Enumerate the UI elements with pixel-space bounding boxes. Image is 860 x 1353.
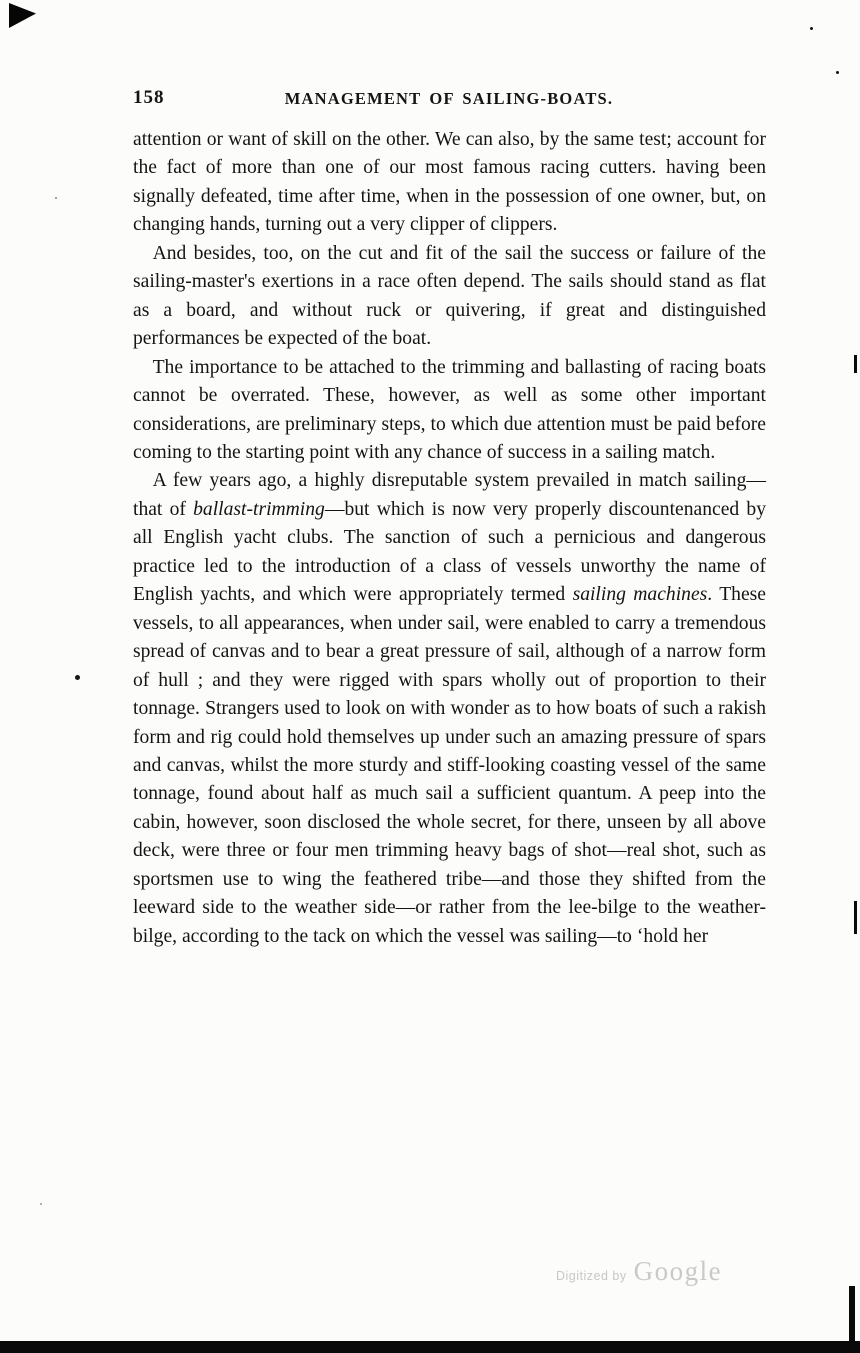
- google-logo: Google: [633, 1256, 723, 1286]
- paragraph: [133, 467, 766, 951]
- text-segment: The importance to be attached to the trimming and ballasting of racing boats cannot be overrated. These, however, as well as some other important considerations, are preliminary steps, to which due attention must be paid before coming to the starting point with any chance of success in a sailing match.: [133, 356, 766, 463]
- running-header: MANAGEMENT OF SAILING-BOATS.: [284, 89, 614, 108]
- scan-bottom-bar: [0, 1341, 860, 1353]
- scan-speck: [810, 27, 813, 30]
- text-segment: A few years ago, a highly disreputable system prevailed in match sailing—that of: [133, 470, 766, 520]
- watermark-prefix: Digitized by: [556, 1269, 627, 1283]
- page-number: 158: [133, 87, 165, 108]
- scan-corner-mark: [9, 3, 36, 28]
- page-header: [133, 87, 765, 109]
- paragraph: [133, 126, 766, 240]
- scan-edge-mark: [854, 355, 857, 373]
- text-segment: —but which is now very properly discountenanced by all English yacht clubs. The sanction of such a pernicious and dangerous practice led to the introduction of a class of vessels unworthy the name of English yachts, and which were appropriately termed: [133, 498, 767, 606]
- scan-edge-mark: [854, 901, 857, 934]
- scan-speck: [55, 197, 57, 199]
- digitized-watermark: [556, 1256, 722, 1287]
- scan-speck: [75, 675, 80, 680]
- text-segment: And besides, too, on the cut and fit of the sail the success or failure of the sailing-master's exertions in a race often depend. The sails should stand as flat as a board, and without ruck or quivering, if great and distinguished performances be expected of the boat.: [133, 242, 766, 350]
- scan-speck: [40, 1203, 42, 1205]
- scan-edge-mark: [849, 1286, 855, 1346]
- paragraph: [133, 354, 766, 468]
- scan-speck: [836, 71, 839, 74]
- text-segment: . These vessels, to all appearances, when under sail, were enabled to carry a tremendous spread of canvas and to bear a great pressure of sail, although of a narrow form of hull ; and they were rigged with spars wholly out of proportion to their tonnage. Strangers used to look on with wonder as to how boats of such a rakish form and rig could hold themselves up under such an amazing pressure of spars and canvas, whilst the more sturdy and stiff-looking coasting vessel of the same tonnage, found about half as much sail a sufficient quantum. A peep into the cabin, however, soon disclosed the whole secret, for there, unseen by all above deck, were three or four men trimming heavy bags of shot—real shot, such as sportsmen use to wing the feathered tribe—and those they shifted from the leeward side to the weather side—or rather from the lee-bilge to the weather-bilge, according to the tack on which the vessel was sailing—to ‘hold her: [133, 584, 767, 947]
- paragraph: [133, 240, 766, 354]
- italic-phrase: ballast-trimming: [193, 498, 325, 520]
- italic-phrase: sailing machines: [572, 584, 708, 606]
- text-segment: attention or want of skill on the other. We can also, by the same test; account for the fact of more than one of our most famous racing cutters. having been signally defeated, time after time, when in the possession of one owner, but, on changing hands, turning out a very clipper of clippers.: [133, 129, 766, 236]
- text-body: [133, 126, 766, 951]
